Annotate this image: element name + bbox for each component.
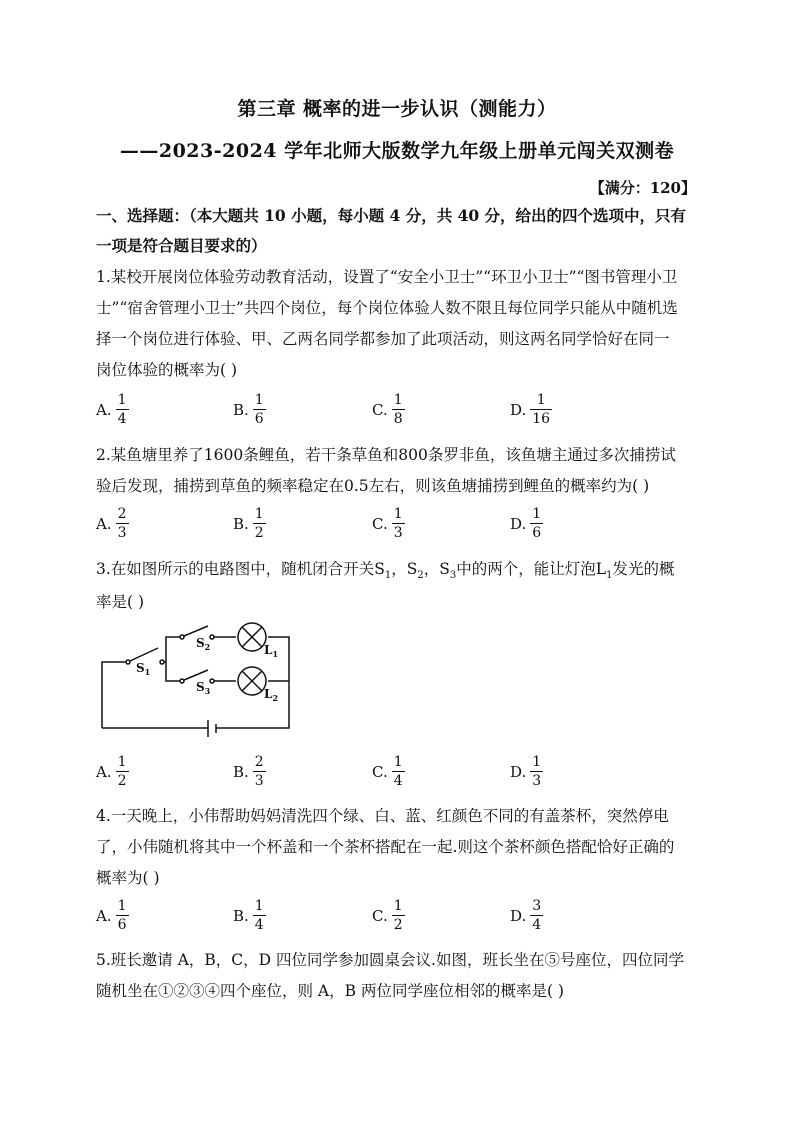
label-s2: $S_2$ bbox=[196, 636, 211, 652]
full-score: 【满分：120】 bbox=[589, 179, 696, 197]
fraction-bar bbox=[253, 523, 266, 524]
label-s1: $S_1$ bbox=[136, 661, 151, 677]
switch-s2-blade bbox=[184, 626, 208, 636]
denominator: 4 bbox=[117, 411, 127, 427]
subscript: 3 bbox=[449, 570, 457, 582]
exam-subtitle: ——2023-2024 学年北师大版数学九年级上册单元闯关双测卷 bbox=[119, 140, 675, 162]
option-label: A. bbox=[96, 906, 112, 925]
q4-line: 了，小伟随机将其中一个杯盖和一个茶杯搭配在一起.则这个茶杯颜色搭配恰好正确的 bbox=[96, 838, 675, 856]
fraction-bar bbox=[392, 915, 405, 916]
label-l1: $L_1$ bbox=[264, 643, 279, 659]
option-label: C. bbox=[372, 762, 388, 781]
q3-text: 3.在如图所示的电路图中，随机闭合开关S bbox=[96, 560, 385, 578]
fraction-bar bbox=[116, 523, 129, 524]
switch-s1-contact bbox=[126, 660, 130, 664]
numerator: 1 bbox=[532, 506, 542, 522]
denominator: 2 bbox=[117, 773, 127, 789]
fraction-bar bbox=[530, 771, 543, 772]
q1-option-d[interactable] bbox=[510, 392, 552, 427]
denominator: 6 bbox=[532, 525, 542, 541]
fraction bbox=[116, 754, 129, 789]
fraction bbox=[253, 392, 266, 427]
denominator: 4 bbox=[393, 773, 403, 789]
switch-s3-blade bbox=[184, 670, 208, 680]
fraction-bar bbox=[253, 915, 266, 916]
denominator: 3 bbox=[393, 525, 403, 541]
fraction bbox=[116, 392, 129, 427]
numerator: 1 bbox=[393, 392, 403, 408]
option-label: B. bbox=[233, 514, 249, 533]
denominator: 8 bbox=[393, 411, 403, 427]
q4-option-a[interactable] bbox=[96, 898, 129, 933]
fraction-bar bbox=[392, 523, 405, 524]
fraction bbox=[392, 506, 405, 541]
wire-junction bbox=[164, 637, 180, 681]
denominator: 3 bbox=[532, 773, 542, 789]
fraction bbox=[530, 754, 543, 789]
fraction bbox=[116, 506, 129, 541]
fraction bbox=[530, 506, 543, 541]
q4-option-b[interactable] bbox=[233, 898, 266, 933]
numerator: 1 bbox=[393, 754, 403, 770]
switch-s1-contact bbox=[160, 660, 164, 664]
label-s3: $S_3$ bbox=[196, 680, 211, 696]
numerator: 1 bbox=[117, 898, 127, 914]
denominator: 16 bbox=[532, 411, 551, 427]
q5-line: 随机坐在①②③④四个座位，则 A，B 两位同学座位相邻的概率是( ) bbox=[96, 982, 564, 1000]
denominator: 2 bbox=[254, 525, 264, 541]
fraction-bar bbox=[253, 771, 266, 772]
numerator: 1 bbox=[254, 392, 264, 408]
numerator: 1 bbox=[254, 898, 264, 914]
q1-line: 1.某校开展岗位体验劳动教育活动，设置了“安全小卫士”“环卫小卫士”“图书管理小卫 bbox=[96, 268, 678, 286]
switch-s3-contact bbox=[210, 679, 214, 683]
switch-s3-contact bbox=[180, 679, 184, 683]
q1-option-a[interactable] bbox=[96, 392, 129, 427]
option-label: C. bbox=[372, 400, 388, 419]
denominator: 2 bbox=[393, 917, 403, 933]
wire-left bbox=[102, 662, 126, 728]
q1-line: 岗位体验的概率为( ) bbox=[96, 361, 238, 379]
label-l2: $L_2$ bbox=[264, 687, 279, 703]
fraction bbox=[253, 754, 266, 789]
option-label: D. bbox=[510, 514, 527, 533]
numerator: 2 bbox=[117, 506, 127, 522]
fraction bbox=[530, 392, 552, 427]
q3-option-d[interactable] bbox=[510, 754, 543, 789]
numerator: 1 bbox=[393, 506, 403, 522]
section-heading-line2: 一项是符合题目要求的） bbox=[96, 236, 267, 255]
q3-option-a[interactable] bbox=[96, 754, 129, 789]
q3-option-c[interactable] bbox=[372, 754, 405, 789]
fraction-bar bbox=[530, 409, 552, 410]
q4-option-d[interactable] bbox=[510, 898, 543, 933]
q1-option-b[interactable] bbox=[233, 392, 266, 427]
q2-line: 2.某鱼塘里养了1600条鲤鱼，若干条草鱼和800条罗非鱼，该鱼塘主通过多次捕捞试 bbox=[96, 446, 676, 464]
switch-s1-blade bbox=[130, 648, 158, 661]
fraction bbox=[253, 898, 266, 933]
q3-text: ，S bbox=[391, 560, 418, 578]
q1-option-c[interactable] bbox=[372, 392, 405, 427]
q2-option-b[interactable] bbox=[233, 506, 266, 541]
q3-line1 bbox=[96, 559, 700, 586]
numerator: 1 bbox=[393, 898, 403, 914]
denominator: 4 bbox=[532, 917, 542, 933]
denominator: 3 bbox=[254, 773, 264, 789]
numerator: 1 bbox=[532, 754, 542, 770]
q3-option-b[interactable] bbox=[233, 754, 266, 789]
option-label: A. bbox=[96, 514, 112, 533]
q3-text: 中的两个，能让灯泡L bbox=[456, 560, 607, 578]
numerator: 1 bbox=[536, 392, 546, 408]
option-label: C. bbox=[372, 906, 388, 925]
subscript: 1 bbox=[384, 570, 392, 582]
option-label: D. bbox=[510, 906, 527, 925]
q3-text: ，S bbox=[423, 560, 450, 578]
fraction-bar bbox=[116, 409, 129, 410]
option-label: C. bbox=[372, 514, 388, 533]
option-label: D. bbox=[510, 762, 527, 781]
denominator: 6 bbox=[117, 917, 127, 933]
fraction-bar bbox=[253, 409, 266, 410]
subscript: 1 bbox=[606, 570, 613, 582]
q3-text: 发光的概 bbox=[612, 560, 675, 578]
q2-option-d[interactable] bbox=[510, 506, 543, 541]
fraction bbox=[530, 898, 543, 933]
q3-line2: 率是( ) bbox=[96, 593, 145, 611]
option-label: B. bbox=[233, 400, 249, 419]
q1-line: 择一个岗位进行体验、甲、乙两名同学都参加了此项活动，则这两名同学恰好在同一 bbox=[96, 330, 670, 348]
fraction bbox=[392, 392, 405, 427]
switch-s2-contact bbox=[180, 635, 184, 639]
exam-title: 第三章 概率的进一步认识（测能力） bbox=[237, 98, 557, 120]
fraction bbox=[392, 754, 405, 789]
circuit-diagram bbox=[96, 620, 306, 745]
numerator: 2 bbox=[254, 754, 264, 770]
subscript: 2 bbox=[417, 570, 424, 582]
fraction-bar bbox=[116, 915, 129, 916]
numerator: 3 bbox=[532, 898, 542, 914]
fraction-bar bbox=[530, 915, 543, 916]
fraction-bar bbox=[392, 409, 405, 410]
fraction-bar bbox=[116, 771, 129, 772]
fraction-bar bbox=[530, 523, 543, 524]
denominator: 6 bbox=[254, 411, 264, 427]
option-label: A. bbox=[96, 762, 112, 781]
q4-option-c[interactable] bbox=[372, 898, 405, 933]
q1-line: 士”“宿舍管理小卫士”共四个岗位，每个岗位体验人数不限且每位同学只能从中随机选 bbox=[96, 299, 678, 317]
numerator: 1 bbox=[117, 754, 127, 770]
q2-option-a[interactable] bbox=[96, 506, 129, 541]
fraction bbox=[392, 898, 405, 933]
denominator: 3 bbox=[117, 525, 127, 541]
option-label: A. bbox=[96, 400, 112, 419]
q5-line: 5.班长邀请 A，B，C，D 四位同学参加圆桌会议.如图，班长坐在⑤号座位，四位同学 bbox=[96, 951, 684, 969]
switch-s2-contact bbox=[210, 635, 214, 639]
option-label: B. bbox=[233, 762, 249, 781]
denominator: 4 bbox=[254, 917, 264, 933]
numerator: 1 bbox=[117, 392, 127, 408]
option-label: D. bbox=[510, 400, 527, 419]
section-heading-line1: 一、选择题：（本大题共 10 小题，每小题 4 分，共 40 分，给出的四个选项中，只有 bbox=[96, 206, 687, 225]
numerator: 1 bbox=[254, 506, 264, 522]
option-label: B. bbox=[233, 906, 249, 925]
q2-option-c[interactable] bbox=[372, 506, 405, 541]
fraction bbox=[253, 506, 266, 541]
q4-line: 4.一天晚上，小伟帮助妈妈清洗四个绿、白、蓝、红颜色不同的有盖茶杯，突然停电 bbox=[96, 807, 669, 825]
q4-line: 概率为( ) bbox=[96, 869, 160, 887]
fraction bbox=[116, 898, 129, 933]
q2-line: 验后发现，捕捞到草鱼的频率稳定在0.5左右，则该鱼塘捕捞到鲤鱼的概率约为( ) bbox=[96, 477, 650, 495]
fraction-bar bbox=[392, 771, 405, 772]
